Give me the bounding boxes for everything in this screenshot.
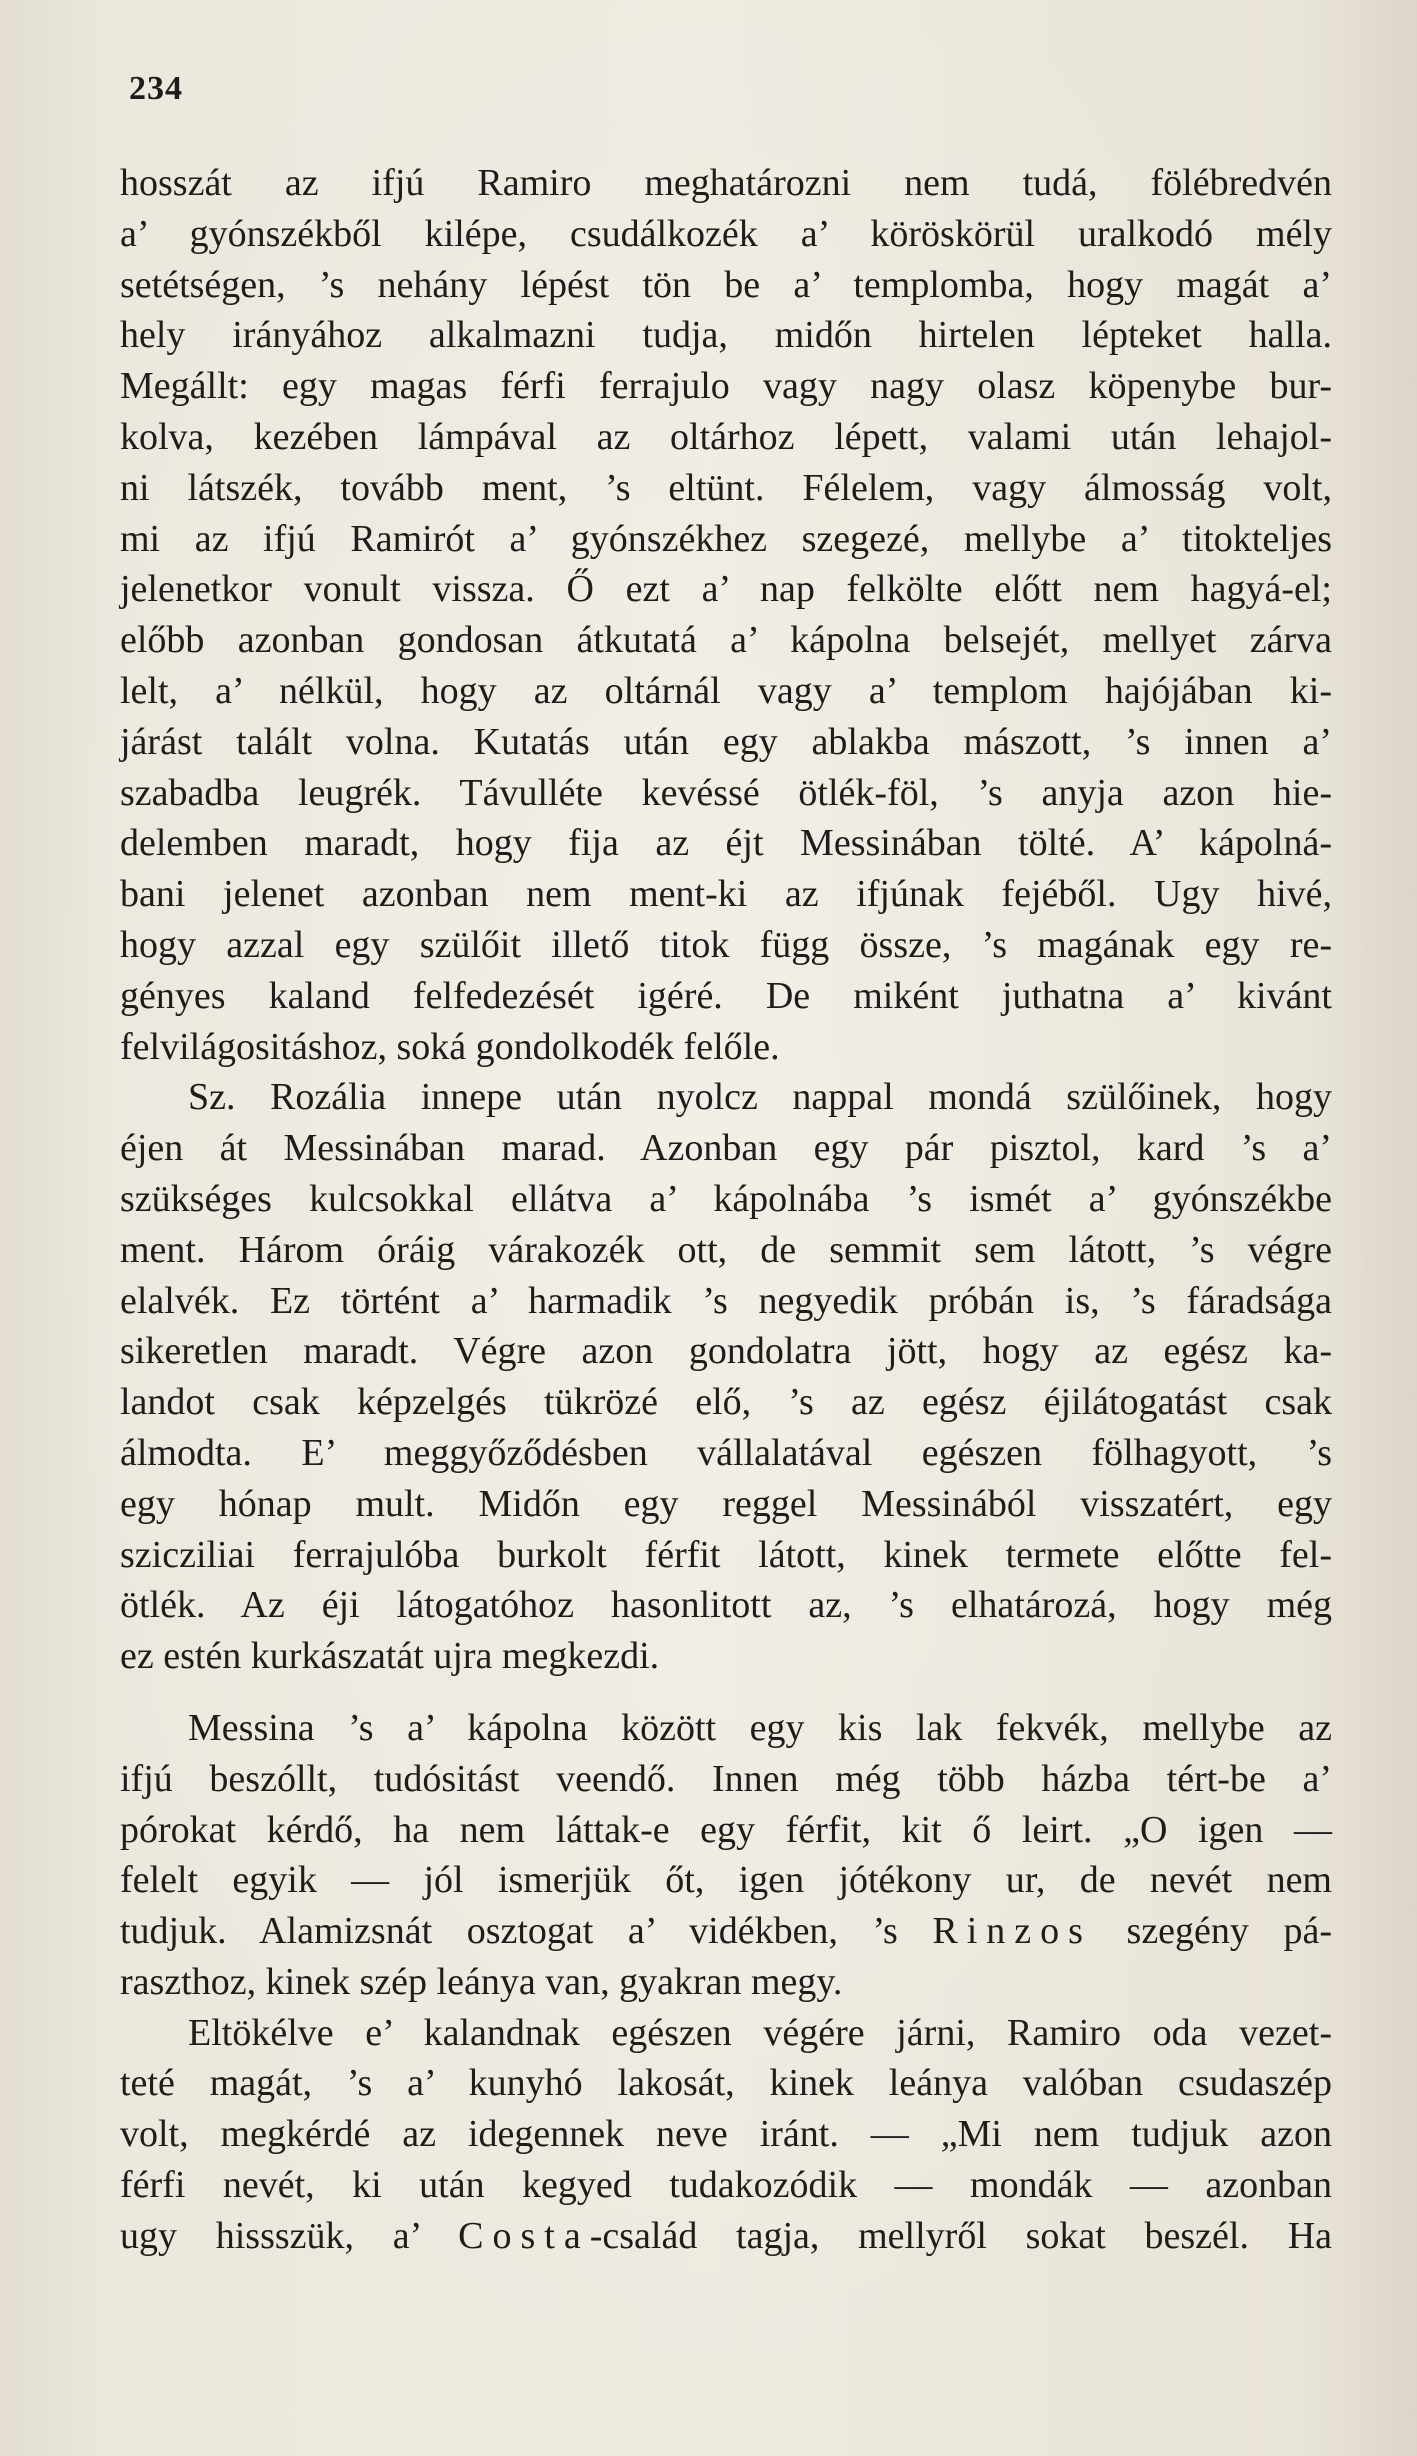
text-line: raszthoz, kinek szép leánya van, gyakran megy. — [120, 1960, 843, 2003]
body-text — [120, 158, 1332, 2262]
text-line: Megállt: egy magas férfi ferrajulo vagy nagy olasz köpenybe bur- — [120, 365, 1332, 408]
text-line: hely irányához alkalmazni tudja, midőn hirtelen lépteket halla. — [120, 314, 1332, 357]
text-line: gényes kaland felfedezését igéré. De miként juthatna a’ kivánt — [120, 974, 1332, 1017]
text-line: felvilágositáshoz, soká gondolkodék felőle. — [120, 1025, 780, 1068]
text-line: férfi nevét, ki után kegyed tudakozódik — mondák — azonban — [120, 2164, 1332, 2207]
text-run: tudjuk. Alamizsnát osztogat a’ vidékben, ’s — [120, 1910, 898, 1953]
text-line: pórokat kérdő, ha nem láttak-e egy férfit, kit ő leirt. „O igen — — [120, 1808, 1332, 1851]
text-line: kolva, kezében lámpával az oltárhoz lépett, valami után lehajol- — [120, 415, 1332, 458]
text-run: -család tagja, mellyről sokat beszél. Ha — [589, 2214, 1332, 2257]
text-line: teté magát, ’s a’ kunyhó lakosát, kinek leánya valóban csudaszép — [120, 2062, 1332, 2105]
text-line — [120, 1906, 1332, 1957]
text-line: mi az ifjú Ramirót a’ gyónszékhez szegezé, mellybe a’ titokteljes — [120, 517, 1332, 560]
text-run: ugy hissszük, a’ — [120, 2214, 420, 2257]
text-line: ment. Három óráig várakozék ott, de semmit sem látott, ’s végre — [120, 1228, 1332, 1271]
paragraph — [120, 2008, 1332, 2262]
paragraph-gap — [120, 1682, 1332, 1703]
text-line: szükséges kulcsokkal ellátva a’ kápolnába ’s ismét a’ gyónszékbe — [120, 1177, 1332, 1220]
text-line: landot csak képzelgés tükrözé elő, ’s az egész éjilátogatást csak — [120, 1381, 1332, 1424]
spaced-name: Costa — [458, 2214, 590, 2257]
spaced-name: Rinzos — [932, 1910, 1092, 1953]
paragraph — [120, 1703, 1332, 2008]
text-line: ötlék. Az éji látogatóhoz hasonlitott az, ’s elhatározá, hogy még — [120, 1584, 1332, 1627]
text-line: lelt, a’ nélkül, hogy az oltárnál vagy a’ templom hajójában ki- — [120, 669, 1332, 712]
text-line: Messina ’s a’ kápolna között egy kis lak fekvék, mellybe az — [188, 1706, 1332, 1749]
text-line: hogy azzal egy szülőit illető titok függ össze, ’s magának egy re- — [120, 923, 1332, 966]
text-line: álmodta. E’ meggyőződésben vállalatával egészen fölhagyott, ’s — [120, 1431, 1332, 1474]
text-run: szegény pá- — [1126, 1910, 1332, 1953]
text-line: egy hónap mult. Midőn egy reggel Messinából visszatért, egy — [120, 1482, 1332, 1525]
text-line: Sz. Rozália innepe után nyolcz nappal mondá szülőinek, hogy — [188, 1076, 1332, 1119]
text-line: ifjú beszóllt, tudósitást veendő. Innen még több házba tért-be a’ — [120, 1757, 1332, 1800]
page-number: 234 — [129, 70, 183, 107]
text-line: delemben maradt, hogy fija az éjt Messinában tölté. A’ kápolná- — [120, 822, 1332, 865]
text-line: elalvék. Ez történt a’ harmadik ’s negyedik próbán is, ’s fáradsága — [120, 1279, 1332, 1322]
text-line: éjen át Messinában marad. Azonban egy pár pisztol, kard ’s a’ — [120, 1127, 1332, 1170]
text-line — [120, 2211, 1332, 2262]
text-line: ni látszék, tovább ment, ’s eltünt. Félelem, vagy álmosság volt, — [120, 466, 1332, 509]
text-line: setétségen, ’s nehány lépést tön be a’ templomba, hogy magát a’ — [120, 263, 1332, 306]
text-line: szicziliai ferrajulóba burkolt férfit látott, kinek termete előtte fel- — [120, 1533, 1332, 1576]
text-line: sikeretlen maradt. Végre azon gondolatra jött, hogy az egész ka- — [120, 1330, 1332, 1373]
text-line: járást talált volna. Kutatás után egy ablakba mászott, ’s innen a’ — [120, 720, 1332, 763]
text-line: szabadba leugrék. Távulléte kevéssé ötlék-föl, ’s anyja azon hie- — [120, 771, 1332, 814]
text-line: jelenetkor vonult vissza. Ő ezt a’ nap felkölte előtt nem hagyá-el; — [120, 568, 1332, 611]
text-line: bani jelenet azonban nem ment-ki az ifjúnak fejéből. Ugy hivé, — [120, 873, 1332, 916]
text-line: Eltökélve e’ kalandnak egészen végére járni, Ramiro oda vezet- — [188, 2011, 1332, 2054]
text-line: előbb azonban gondosan átkutatá a’ kápolna belsejét, mellyet zárva — [120, 619, 1332, 662]
paragraph — [120, 158, 1332, 1072]
text-line: volt, megkérdé az idegennek neve iránt. — „Mi nem tudjuk azon — [120, 2113, 1332, 2156]
text-line: hosszát az ifjú Ramiro meghatározni nem tudá, fölébredvén — [120, 162, 1332, 204]
text-line: a’ gyónszékből kilépe, csudálkozék a’ köröskörül uralkodó mély — [120, 212, 1332, 255]
paragraph — [120, 1072, 1332, 1682]
text-line: felelt egyik — jól ismerjük őt, igen jótékony ur, de nevét nem — [120, 1859, 1332, 1902]
text-line: ez estén kurkászatát ujra megkezdi. — [120, 1635, 660, 1678]
